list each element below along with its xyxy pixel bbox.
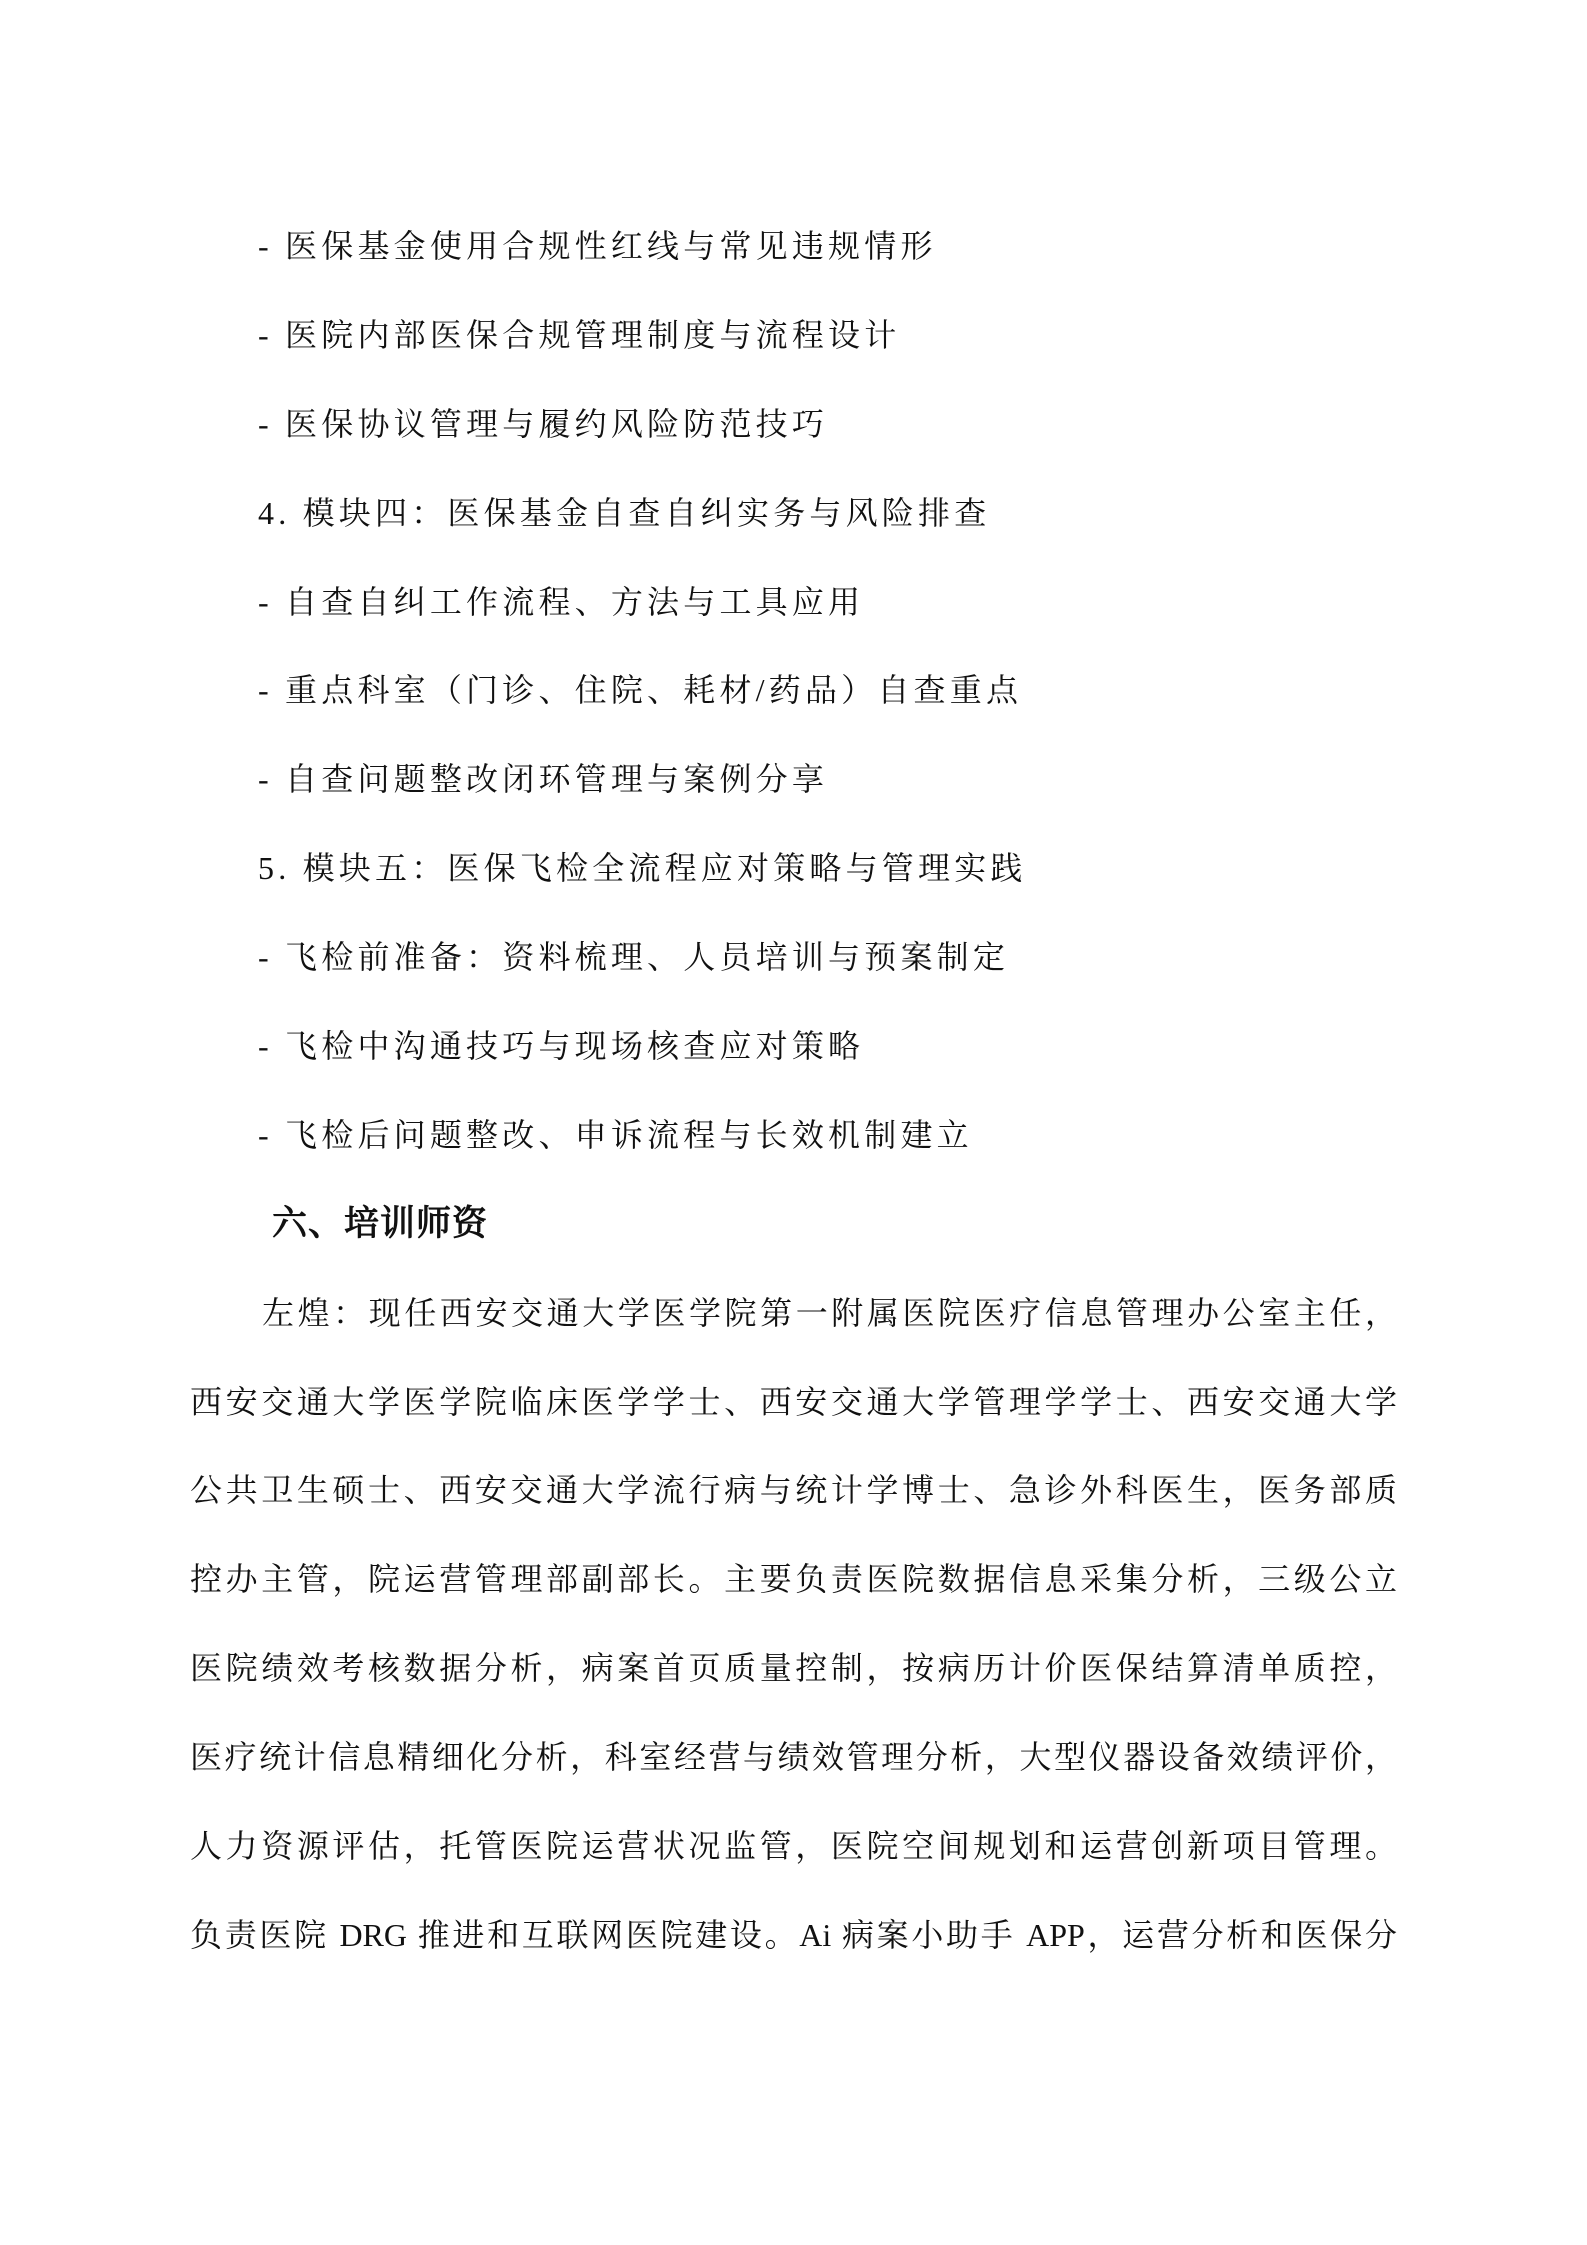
paragraph-line: 西安交通大学医学院临床医学学士、西安交通大学管理学学士、西安交通大学 <box>190 1383 1397 1420</box>
list-item: - 医保基金使用合规性红线与常见违规情形 <box>258 228 937 264</box>
document-page <box>0 202 1587 1980</box>
paragraph-line: 负责医院 DRG 推进和互联网医院建设。Ai 病案小助手 APP，运营分析和医保分 <box>190 1916 1397 1953</box>
module-heading: 5. 模块五：医保飞检全流程应对策略与管理实践 <box>258 850 1027 887</box>
paragraph-line: 公共卫生硕士、西安交通大学流行病与统计学博士、急诊外科医生，医务部质 <box>190 1472 1397 1509</box>
list-item: - 飞检前准备：资料梳理、人员培训与预案制定 <box>258 939 1010 976</box>
list-item: - 自查自纠工作流程、方法与工具应用 <box>258 583 865 620</box>
paragraph-line: 医疗统计信息精细化分析，科室经营与绩效管理分析，大型仪器设备效绩评价， <box>190 1739 1397 1776</box>
list-item: - 医保协议管理与履约风险防范技巧 <box>258 405 829 442</box>
section-heading: 六、培训师资 <box>272 1203 489 1244</box>
list-item: - 自查问题整改闭环管理与案例分享 <box>258 761 829 798</box>
list-item: - 医院内部医保合规管理制度与流程设计 <box>258 316 901 353</box>
paragraph-line: 控办主管，院运营管理部副部长。主要负责医院数据信息采集分析，三级公立 <box>190 1561 1397 1598</box>
paragraph-line: 左煌：现任西安交通大学医学院第一附属医院医疗信息管理办公室主任， <box>262 1294 1397 1331</box>
list-item: - 重点科室（门诊、住院、耗材/药品）自查重点 <box>258 672 1023 709</box>
paragraph-line: 医院绩效考核数据分析，病案首页质量控制，按病历计价医保结算清单质控， <box>190 1650 1397 1687</box>
module-heading: 4. 模块四：医保基金自查自纠实务与风险排查 <box>258 494 991 531</box>
list-item: - 飞检中沟通技巧与现场核查应对策略 <box>258 1028 865 1065</box>
paragraph-line: 人力资源评估，托管医院运营状况监管，医院空间规划和运营创新项目管理。 <box>190 1828 1397 1865</box>
list-item: - 飞检后问题整改、申诉流程与长效机制建立 <box>258 1116 973 1153</box>
